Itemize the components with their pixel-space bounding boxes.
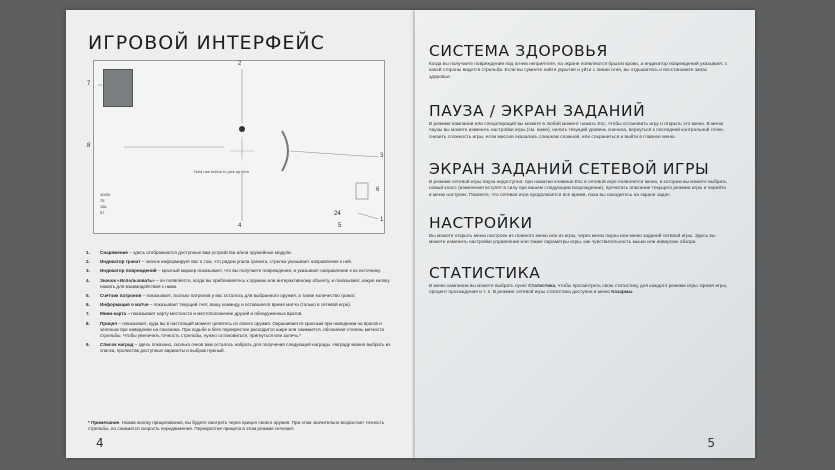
- damage-indicator-icon: [282, 131, 288, 171]
- callout-1: 1: [380, 217, 384, 223]
- section-pause: [429, 102, 729, 141]
- section-text: Вы можете открыть меню настроек из главного меню или из игры, через меню паузы или меню заданий сетевой игры. Здесь вы можете изменить настройки управления или также параметры игры, как чувствительность мыши или инверсию обзора.: [429, 234, 716, 246]
- hud-diagram: [87, 60, 385, 234]
- callout-6: 6: [376, 187, 380, 193]
- grenade-indicator-icon: [239, 126, 245, 132]
- hud-lines: [94, 61, 384, 233]
- section-settings: [429, 214, 729, 247]
- page-title: ИГРОВОЙ ИНТЕРФЕЙС: [88, 32, 325, 54]
- match-info-line: 57: [100, 210, 105, 215]
- match-info-line: 75: [100, 198, 105, 203]
- killstreak-list-icon: [356, 183, 368, 199]
- left-page: [66, 10, 415, 458]
- list-item: 5. Счетчик патронов – показывает, сколько патронов у вас осталось для выбранного оружия, а также количество гранат.: [86, 293, 356, 299]
- list-item: 1. Снаряжение – здесь отображаются доступные вам устройства и/или оружейные модули.: [86, 250, 292, 255]
- list-item: 3. Индикатор повреждений – красный маркер показывает, что вы получаете повреждения, и указывает направление к их источнику.: [86, 268, 382, 274]
- use-prompt-text: Hold use button to pick up item: [194, 169, 249, 174]
- list-item: 6. Информация о матче – показывает текущий счет, вашу команду и оставшееся время матча (только в сетевой игре).: [86, 302, 352, 308]
- callout-4: 4: [238, 223, 242, 229]
- right-page: [415, 10, 755, 458]
- section-text: В меню кампании вы можете выбрать пункт Статистика, чтобы просмотреть свою статистику для каждого режима игры: время игры, процент прохождения и т. п. В режиме сетевой игры статистика доступна в меню Казармы.: [429, 284, 728, 296]
- match-info-line: 40/50: [100, 192, 111, 197]
- list-item: 2. Индикатор гранат – значок информирует вас о том, что рядом упала граната, стрелка указывает направление к ней.: [86, 259, 353, 265]
- callout-7: 7: [87, 81, 91, 87]
- footnote: * Примечание. Нажав кнопку прицеливания, вы будете смотреть через прицел своего оружия. При этом значительно возрастает точность стрельбы, но снижается скорость передвижения. Перекрестие прицела в этом режиме исчезает.: [88, 420, 385, 432]
- section-heading: ЭКРАН ЗАДАНИЙ СЕТЕВОЙ ИГРЫ: [429, 160, 710, 178]
- section-health: [429, 42, 729, 81]
- section-heading: СИСТЕМА ЗДОРОВЬЯ: [429, 42, 608, 60]
- list-item: 8. Прицел – показывает, куда вы в настоящий момент целитесь из своего оружия. Окрашивается красным при наведении на врагов и зеленым при наведении на союзника. При ходьбе и беге перекрестие расходится шире или сжимается, обозначая степень меткости стрельбы. Чтобы увеличить точность стрельбы, нужно остановиться, пригнуться или залечь.*: [86, 320, 385, 339]
- list-item: 4. Значок «Использовать» – он появляется, когда вы приближаетесь к оружию или интерактивному объекту, и показывает, какую кнопку нажать для взаимодействия с ними.: [86, 277, 390, 289]
- callout-5: 5: [338, 223, 342, 229]
- section-heading: НАСТРОЙКИ: [429, 214, 533, 232]
- section-heading: СТАТИСТИКА: [429, 264, 541, 282]
- section-text: В режиме сетевой игры пауза недоступна: при нажатии клавиши Esc в сетевой игре появляется меню, в котором вы можете выбрать новый класс (изменения вступят в силу при вашем следующем возрождении), прочитать описание текущего режима игры и перейти в меню настроек. Помните, что сетевая игра продолжается все время, пока вы находитесь на экране задач.: [429, 180, 727, 198]
- section-text: В режиме кампании или спецопераций вы можете в любой момент нажать Esc, чтобы остановить игру и открыть это меню. В меню паузы вы можете изменить настройки игры (см. ниже), начать текущий уровень сначала, вернуться к последней контрольной точке, снизить сложность игры, если миссия оказалась слишком сложной, или сохраниться и выйти в главное меню.: [429, 122, 725, 140]
- list-item: 9. Список наград – здесь показано, сколько очков вам осталось набрать для получения следующей награды. Награду можно выбрать из списка, пролистав доступные варианты и выбрав нужный.: [86, 342, 391, 354]
- page-number: 4: [96, 436, 104, 450]
- section-text: Когда вы получаете повреждения под огнем неприятеля, на экране появляются брызги крови, а индикатор повреждений указывает, с какой стороны ведется стрельба. Если вы сумеете найти укрытие и уйти с линии огня, вы отдышитесь и восстановите запас здоровья.: [429, 62, 728, 80]
- page-number: 5: [707, 436, 715, 450]
- hud-legend-list: [86, 250, 396, 358]
- callout-2: 2: [238, 61, 242, 67]
- match-info-line: 15k: [100, 204, 107, 209]
- list-item: 7. Мини-карта – показывает карту местности и местоположение друзей и обнаруженных врагов.: [86, 311, 303, 317]
- callout-3: 3: [380, 153, 384, 159]
- section-heading: ПАУЗА / ЭКРАН ЗАДАНИЙ: [429, 102, 646, 120]
- ammo-counter: 24: [334, 211, 341, 217]
- section-statistics: [429, 264, 729, 297]
- callout-8: 8: [87, 143, 91, 149]
- match-info: [100, 192, 130, 216]
- section-multiplayer: [429, 160, 729, 199]
